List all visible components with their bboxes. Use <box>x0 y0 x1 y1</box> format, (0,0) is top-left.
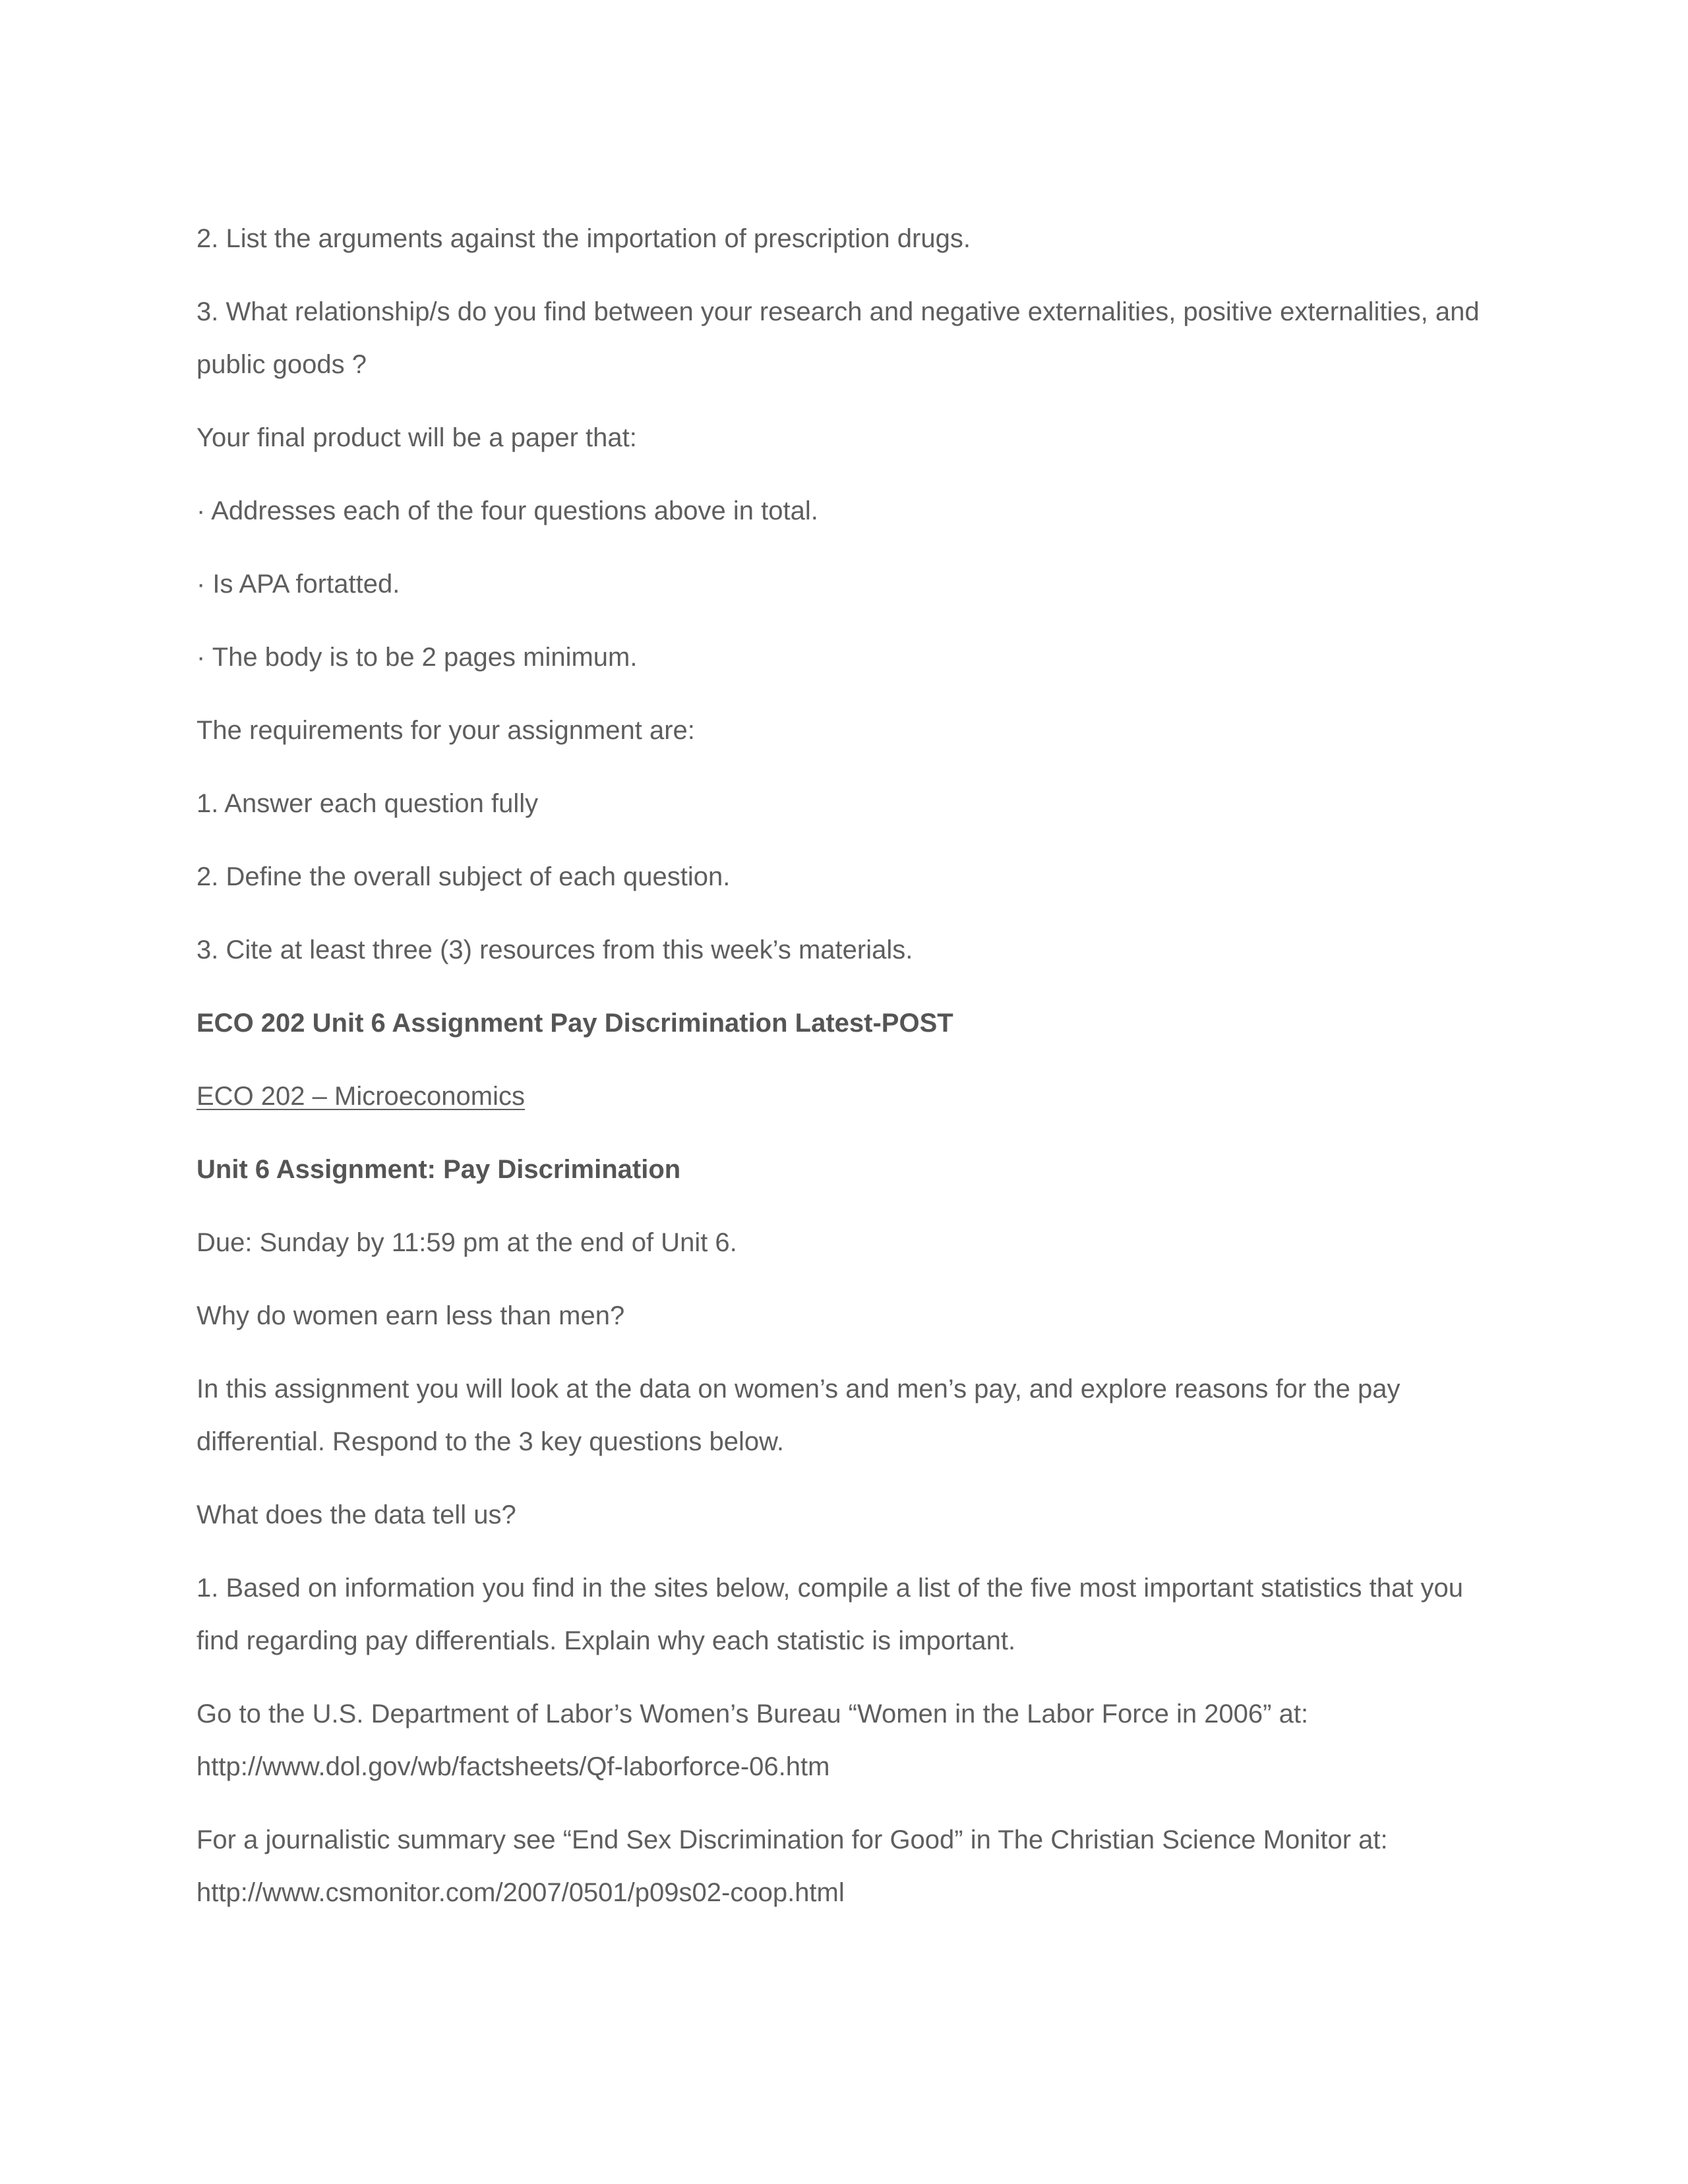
paragraph-assignment-overview: In this assignment you will look at the data on women’s and men’s pay, and explore reasons for the pay differential. Respond to the 3 key questions below. <box>196 1374 1401 1456</box>
bullet-body-length: · The body is to be 2 pages minimum. <box>196 643 638 672</box>
paragraph-final-product-intro: Your final product will be a paper that: <box>196 423 637 452</box>
bullet-addresses-questions: · Addresses each of the four questions above in total. <box>196 496 818 525</box>
due-date: Due: Sunday by 11:59 pm at the end of Unit 6. <box>196 1228 737 1257</box>
requirement-cite-resources: 3. Cite at least three (3) resources from this week’s materials. <box>196 935 913 964</box>
requirement-define-subject: 2. Define the overall subject of each question. <box>196 862 731 891</box>
requirement-answer-fully: 1. Answer each question fully <box>196 789 539 818</box>
course-title-text: ECO 202 – Microeconomics <box>196 1082 525 1111</box>
question-women-earn-less: Why do women earn less than men? <box>196 1301 625 1330</box>
document-page <box>196 212 1502 1939</box>
paragraph-list-arguments: 2. List the arguments against the importation of prescription drugs. <box>196 224 971 253</box>
bullet-apa-format: · Is APA fortatted. <box>196 570 400 599</box>
paragraph-relationships-question: 3. What relationship/s do you find between your research and negative externalities, positive externalities, and public goods ? <box>196 297 1480 379</box>
paragraph-dol-reference: Go to the U.S. Department of Labor’s Women’s Bureau “Women in the Labor Force in 2006” at: http://www.dol.gov/wb/factsheets/Qf-laborforce-06.htm <box>196 1699 1309 1781</box>
course-title <box>196 1070 1502 1123</box>
paragraph-requirements-intro: The requirements for your assignment are: <box>196 716 695 745</box>
assignment-heading: ECO 202 Unit 6 Assignment Pay Discrimination Latest-POST <box>196 1009 953 1038</box>
unit-assignment-title: Unit 6 Assignment: Pay Discrimination <box>196 1155 681 1184</box>
paragraph-compile-statistics: 1. Based on information you find in the sites below, compile a list of the five most important statistics that you find regarding pay differentials. Explain why each statistic is important. <box>196 1574 1463 1655</box>
section-data-question: What does the data tell us? <box>196 1500 516 1529</box>
paragraph-csmonitor-reference: For a journalistic summary see “End Sex Discrimination for Good” in The Christian Science Monitor at: http://www.csmonitor.com/2007/0501/p09s02-coop.html <box>196 1825 1388 1907</box>
